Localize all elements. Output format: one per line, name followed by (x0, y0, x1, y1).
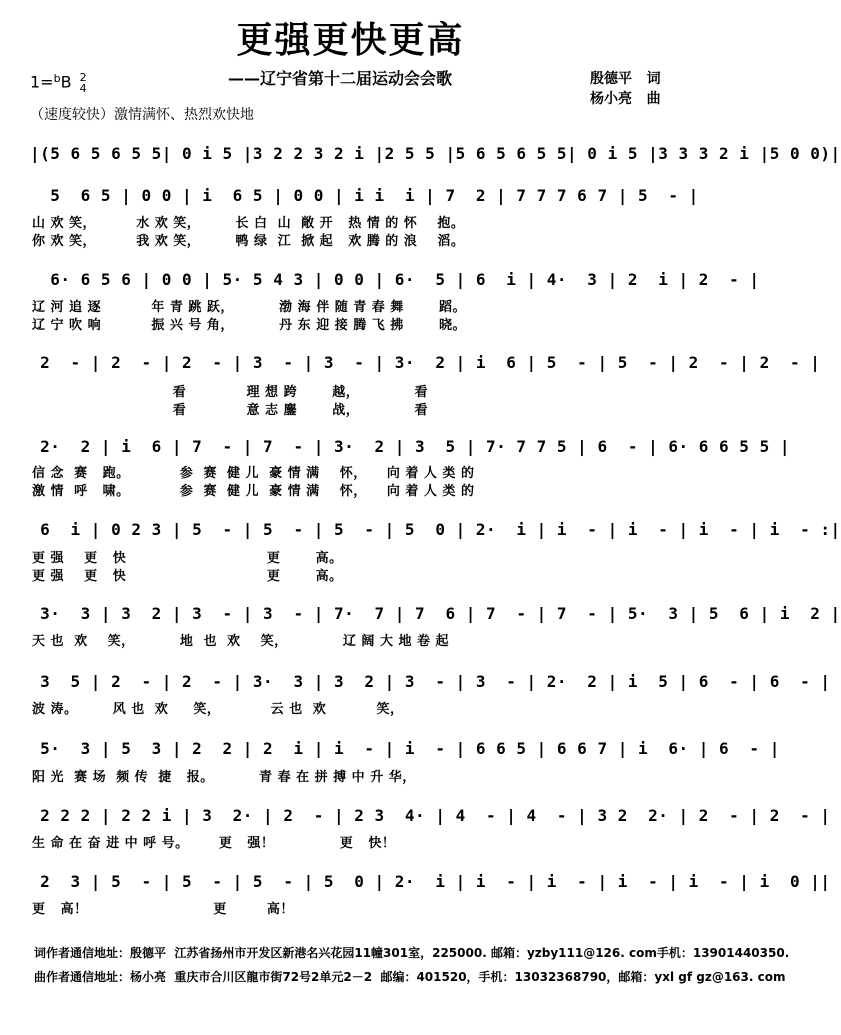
lyric-line-9: 生 命 在 奋 进 中 呼 号。 更 强！ 更 快！ (32, 836, 396, 851)
lyric-line-2-verse-1: 辽 河 追 逐 年 青 跳 跃， 渤 海 伴 随 青 春 舞 蹈。 (32, 300, 466, 315)
song-title: 更强更快更高 (236, 19, 465, 61)
notation-line-4: 2· 2 | i 6 | 7 - | 7 - | 3· 2 | 3 5 | 7· 7 7 5 | 6 - | 6· 6 6 5 5 | (30, 437, 790, 456)
time-bottom: 4 (79, 82, 87, 95)
lyric-line-7: 波 涛。 风 也 欢 笑， 云 也 欢 笑， (32, 702, 404, 717)
lyric-line-4-verse-1: 信 念 赛 跑。 参 赛 健 儿 豪 情 满 怀， 向 着 人 类 的 (32, 466, 475, 481)
lyric-line-1-verse-1: 山 欢 笑， 水 欢 笑， 长 白 山 敞 开 热 情 的 怀 抱。 (32, 216, 465, 231)
tempo-marking: （速度较快）激情满怀、热烈欢快地 (30, 107, 254, 123)
lyric-line-1-verse-2: 你 欢 笑， 我 欢 笑， 鸭 绿 江 掀 起 欢 腾 的 浪 滔。 (32, 234, 465, 249)
lyricist-role: 词 (646, 71, 661, 87)
composer-credit (590, 88, 661, 108)
lyric-line-2-verse-2: 辽 宁 吹 响 振 兴 号 角， 丹 东 迎 接 腾 飞 拂 晓。 (32, 318, 466, 333)
lyricist-address: 词作者通信地址：殷德平 江苏省扬州市开发区新港名兴花园11幢301室，225000. 邮箱：yzby111@126. com手机：13901440350. (34, 946, 790, 960)
composer-role: 曲 (646, 91, 661, 107)
lyricist-name: 殷德平 (590, 71, 632, 87)
key-note: B (60, 72, 72, 92)
composer-address: 曲作者通信地址：杨小亮 重庆市合川区龍市街72号2单元2－2 邮编：401520，手机：13032368790，邮箱：yxl gf gz@163. com (34, 970, 786, 984)
notation-line-intro: |(5 6 5 6 5 5| 0 i 5 |3 2 2 3 2 i |2 5 5 |5 6 5 6 5 5| 0 i 5 |3 3 3 2 i |5 0 0)| (30, 144, 841, 163)
time-signature (80, 72, 87, 94)
song-subtitle: ——辽宁省第十二届运动会会歌 (228, 69, 453, 88)
composer-name: 杨小亮 (590, 91, 632, 107)
notation-line-10: 2 3 | 5 - | 5 - | 5 - | 5 0 | 2· i | i - | i - | i - | i - | i 0 || (30, 872, 831, 891)
notation-line-8: 5· 3 | 5 3 | 2 2 | 2 i | i - | i - | 6 6 5 | 6 6 7 | i 6· | 6 - | (30, 739, 780, 758)
lyric-line-3-verse-1: 看 理 想 跨 越， 看 (32, 385, 429, 400)
lyric-line-4-verse-2: 激 情 呼 啸。 参 赛 健 儿 豪 情 满 怀， 向 着 人 类 的 (32, 484, 475, 499)
notation-line-6: 3· 3 | 3 2 | 3 - | 3 - | 7· 7 | 7 6 | 7 - | 7 - | 5· 3 | 5 6 | i 2 | (30, 604, 841, 623)
notation-line-3: 2 - | 2 - | 2 - | 3 - | 3 - | 3· 2 | i 6 | 5 - | 5 - | 2 - | 2 - | (30, 353, 821, 372)
lyric-line-6: 天 也 欢 笑， 地 也 欢 笑， 辽 阔 大 地 卷 起 (32, 634, 450, 649)
notation-line-2: 6· 6 5 6 | 0 0 | 5· 5 4 3 | 0 0 | 6· 5 | 6 i | 4· 3 | 2 i | 2 - | (30, 270, 760, 289)
lyric-line-5-verse-1: 更 强 更 快 更 高。 (32, 551, 343, 566)
lyric-line-5-verse-2: 更 强 更 快 更 高。 (32, 569, 343, 584)
time-top: 2 (79, 71, 87, 84)
lyric-line-10: 更 高！ 更 高！ (32, 902, 294, 917)
key-signature (30, 72, 87, 94)
notation-line-1: 5 6 5 | 0 0 | i 6 5 | 0 0 | i i i | 7 2 | 7 7 7 6 7 | 5 - | (30, 186, 699, 205)
lyric-line-3-verse-2: 看 意 志 鏖 战， 看 (32, 403, 429, 418)
key-prefix: 1= (30, 72, 54, 92)
lyric-line-8: 阳 光 赛 场 频 传 捷 报。 青 春 在 拼 搏 中 升 华， (32, 770, 416, 785)
notation-line-9: 2 2 2 | 2 2 i | 3 2· | 2 - | 2 3 4· | 4 - | 4 - | 3 2 2· | 2 - | 2 - | (30, 806, 831, 825)
flat-sign: b (53, 71, 61, 85)
lyricist-credit (590, 68, 661, 88)
notation-line-5: 6 i | 0 2 3 | 5 - | 5 - | 5 - | 5 0 | 2· i | i - | i - | i - | i - :| (30, 520, 841, 539)
notation-line-7: 3 5 | 2 - | 2 - | 3· 3 | 3 2 | 3 - | 3 - | 2· 2 | i 5 | 6 - | 6 - | (30, 672, 831, 691)
